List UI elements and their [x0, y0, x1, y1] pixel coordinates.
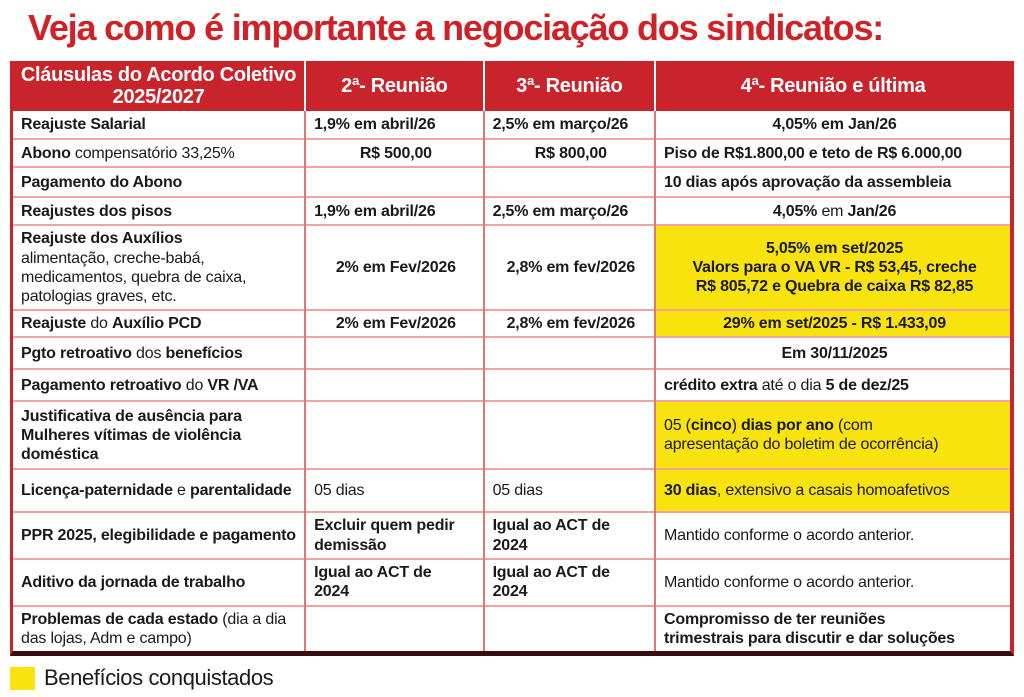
legend	[10, 665, 1024, 691]
text-run: 10 dias após aprovação da assembleia	[664, 173, 952, 191]
text-run: PPR 2025, elegibilidade e pagamento	[21, 526, 296, 544]
table-cell	[484, 111, 655, 139]
table-row	[13, 559, 1010, 606]
text-run: Jan/26	[847, 202, 897, 220]
table-cell	[484, 606, 655, 651]
table-row	[13, 225, 1010, 310]
text-run: compensatório 33,25%	[70, 144, 235, 162]
table-cell	[13, 139, 305, 167]
text-run: R$ 800,00	[534, 144, 607, 162]
table-cell	[655, 111, 1010, 139]
text-run: 5,05% em set/2025	[765, 239, 904, 257]
text-run: Justificativa de ausência para Mulheres vítimas de violência doméstica	[21, 407, 242, 463]
text-run: 4,05% em Jan/26	[772, 116, 897, 134]
text-run: 2024	[492, 536, 528, 554]
table-cell	[305, 559, 483, 606]
negotiation-table	[13, 61, 1010, 651]
text-run: apresentação do boletim de ocorrência)	[664, 436, 939, 454]
legend-yellow-swatch	[10, 667, 35, 690]
text-run: 5 de dez/25	[825, 376, 909, 394]
table-cell	[655, 310, 1010, 337]
table-cell	[13, 469, 305, 512]
table-cell	[655, 401, 1010, 469]
table-cell	[655, 469, 1010, 512]
text-run: VR /VA	[207, 376, 259, 394]
table-cell	[305, 197, 483, 225]
text-run: Problemas de cada estado	[21, 610, 219, 628]
text-run: 2% em Fev/2026	[335, 315, 456, 333]
table-row	[13, 167, 1010, 197]
table-row	[13, 512, 1010, 558]
agreement-table-container	[10, 61, 1014, 656]
text-run: Em 30/11/2025	[781, 344, 888, 362]
table-cell	[484, 512, 655, 558]
table-cell	[305, 310, 483, 337]
table-cell	[305, 469, 483, 512]
text-run: 2,8% em fev/2026	[506, 259, 636, 277]
table-cell	[484, 197, 655, 225]
table-cell	[13, 559, 305, 606]
text-run: do	[86, 315, 112, 333]
text-run: Mantido conforme o acordo anterior.	[664, 526, 915, 544]
text-run: 05 dias	[314, 482, 365, 500]
text-run: Pagamento do Abono	[21, 173, 183, 191]
table-row	[13, 111, 1010, 139]
text-run: Piso de R$1.800,00 e teto de R$ 6.000,00	[664, 144, 962, 162]
text-run: , extensivo a casais homoafetivos	[716, 482, 950, 500]
text-run: Reajuste Salarial	[21, 116, 146, 134]
text-run: Abono	[21, 144, 71, 162]
text-run: Igual ao ACT de	[314, 564, 432, 582]
text-run: 2,8% em fev/2026	[506, 315, 636, 333]
text-run: do	[181, 376, 208, 394]
table-cell	[655, 139, 1010, 167]
text-run: benefícios	[165, 344, 243, 362]
text-run: Reajuste dos Auxílios	[21, 230, 183, 248]
table-cell	[13, 197, 305, 225]
table-cell	[13, 310, 305, 337]
table-cell	[655, 197, 1010, 225]
text-run: 2% em Fev/2026	[335, 259, 456, 277]
table-cell	[484, 401, 655, 469]
text-run: dias por ano	[740, 417, 834, 435]
text-run: e	[172, 482, 191, 500]
text-run: Valors para o VA VR - R$ 53,45, creche	[692, 259, 977, 277]
table-row	[13, 401, 1010, 469]
column-header: 4ª- Reunião e última	[655, 61, 1010, 111]
text-run: demissão	[314, 536, 387, 554]
table-row	[13, 606, 1010, 651]
table-cell	[305, 139, 483, 167]
text-run: 2024	[314, 583, 349, 601]
table-cell	[305, 606, 483, 651]
table-cell	[484, 369, 655, 401]
table-cell	[305, 512, 483, 558]
text-run: 05 (	[664, 417, 691, 435]
text-run: R$ 805,72 e Quebra de caixa R$ 82,85	[695, 278, 974, 296]
table-cell	[13, 225, 305, 310]
table-cell	[484, 469, 655, 512]
text-run: 1,9% em abril/26	[314, 116, 436, 134]
table-cell	[305, 337, 483, 369]
table-cell	[484, 559, 655, 606]
text-run: Pagamento retroativo	[21, 376, 182, 394]
header-row	[13, 61, 1010, 111]
table-cell	[305, 401, 483, 469]
text-run: 2,5% em março/26	[492, 116, 629, 134]
table-cell	[484, 310, 655, 337]
text-run: até o dia	[757, 376, 826, 394]
text-run: parentalidade	[190, 482, 292, 500]
table-cell	[13, 111, 305, 139]
table-cell	[484, 337, 655, 369]
table-cell	[13, 512, 305, 558]
table-cell	[13, 337, 305, 369]
column-header: Cláusulas do Acordo Coletivo 2025/2027	[13, 61, 305, 111]
table-cell	[305, 225, 483, 310]
table-row	[13, 369, 1010, 401]
text-run: 30 dias	[664, 482, 717, 500]
text-run: R$ 500,00	[359, 144, 432, 162]
table-cell	[655, 559, 1010, 606]
text-run: Igual ao ACT de	[492, 564, 610, 582]
table-row	[13, 197, 1010, 225]
table-row	[13, 139, 1010, 167]
text-run: (com	[833, 417, 873, 435]
text-run: dos	[131, 344, 166, 362]
text-run: Licença-paternidade	[21, 482, 173, 500]
table-cell	[484, 139, 655, 167]
table-cell	[655, 369, 1010, 401]
table-cell	[13, 167, 305, 197]
table-cell	[13, 606, 305, 651]
text-run: cinco	[690, 417, 732, 435]
table-cell	[484, 167, 655, 197]
text-run: Auxílio PCD	[112, 315, 202, 333]
text-run: Reajuste	[21, 315, 87, 333]
text-run: )	[731, 417, 741, 435]
table-cell	[655, 167, 1010, 197]
page-title: Veja como é importante a negociação dos sindicatos:	[28, 7, 884, 48]
text-run: 1,9% em abril/26	[314, 202, 436, 220]
text-run: 05 dias	[492, 482, 543, 500]
table-header	[13, 61, 1010, 111]
column-header: 2ª- Reunião	[305, 61, 483, 111]
table-row	[13, 310, 1010, 337]
text-run: trimestrais para discutir e dar soluções	[664, 629, 955, 647]
text-run: Aditivo da jornada de trabalho	[21, 573, 246, 591]
table-cell	[13, 401, 305, 469]
legend-label: Benefícios conquistados	[44, 665, 274, 691]
text-run: Excluir quem pedir	[314, 517, 455, 535]
table-cell	[13, 369, 305, 401]
table-cell	[305, 369, 483, 401]
text-run: 4,05%	[772, 202, 818, 220]
table-cell	[655, 225, 1010, 310]
text-run: 2024	[492, 583, 528, 601]
table-cell	[484, 225, 655, 310]
table-body	[13, 111, 1010, 651]
table-cell	[655, 512, 1010, 558]
text-run: em	[817, 202, 848, 220]
text-run: (dia a dia das lojas, Adm e campo)	[21, 610, 287, 647]
table-cell	[655, 337, 1010, 369]
table-cell	[305, 167, 483, 197]
text-run: Mantido conforme o acordo anterior.	[664, 573, 915, 591]
text-run: 29% em set/2025 - R$ 1.433,09	[723, 315, 946, 333]
table-cell	[655, 606, 1010, 651]
text-run: 2,5% em março/26	[492, 202, 629, 220]
text-run: Pgto retroativo	[21, 344, 132, 362]
table-row	[13, 469, 1010, 512]
text-run: alimentação, creche-babá, medicamentos, quebra de caixa, patologias graves, etc.	[21, 249, 247, 305]
table-row	[13, 337, 1010, 369]
text-run: crédito extra	[664, 376, 758, 394]
text-run: Reajustes dos pisos	[21, 202, 172, 220]
text-run: Igual ao ACT de	[492, 517, 610, 535]
table-cell	[305, 111, 483, 139]
text-run: Compromisso de ter reuniões	[664, 610, 886, 628]
column-header: 3ª- Reunião	[484, 61, 655, 111]
